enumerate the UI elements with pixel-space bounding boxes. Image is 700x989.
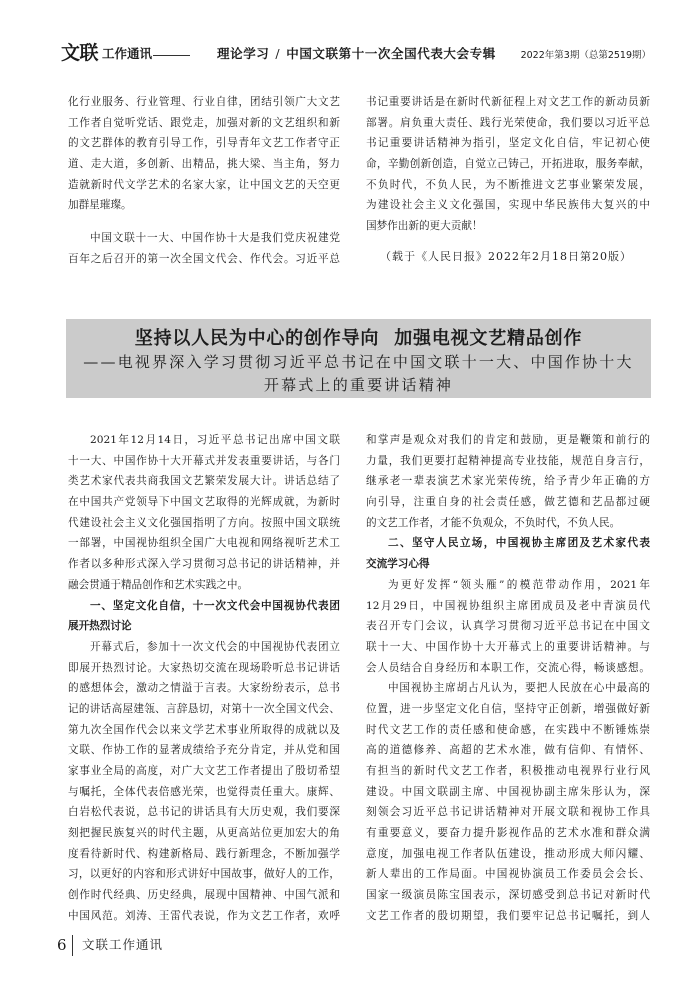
text-line: 的文艺工作者，才能不负观众，不负时代，不负人民。 bbox=[366, 516, 621, 529]
text-line: 白岩松代表说，总书记的讲话具有大历史观，我们要深 bbox=[68, 806, 340, 819]
text-line: 一部署，中国视协组织全国广大电视和网络视听艺术工 bbox=[68, 537, 340, 550]
article-title-box bbox=[66, 319, 651, 398]
text-line: 刻领会习近平总书记讲话精神对开展文联和视协工作具 bbox=[366, 806, 650, 819]
article-left-column bbox=[68, 430, 340, 927]
article-title: 坚持以人民为中心的创作导向 加强电视文艺精品创作 bbox=[134, 328, 583, 349]
section-heading bbox=[366, 533, 650, 574]
text-line: 12月29日，中国视协组织主席团成员及老中青演员代 bbox=[366, 599, 650, 612]
text-line: 道、走大道，多创新、出精品，挑大梁、当主角，努力 bbox=[68, 158, 340, 171]
logo-text: 工作通讯 bbox=[102, 46, 153, 61]
text-line: 继承老一辈表演艺术家光荣传统，给予青少年正确的方 bbox=[366, 475, 650, 488]
paragraph bbox=[68, 637, 340, 927]
text-line: 不负时代，不负人民，为不断推进文艺事业繁荣发展， bbox=[366, 178, 650, 191]
text-line: 向引导，注重自身的社会责任感，做艺德和艺品都过硬 bbox=[366, 496, 650, 509]
text-line: 的感想体会，激动之情溢于言表。大家纷纷表示，总书 bbox=[68, 682, 340, 695]
text-line: 即展开热烈讨论。大家热切交流在现场聆听总书记讲话 bbox=[68, 661, 340, 674]
article-right-column bbox=[366, 430, 650, 927]
text-line: 刻把握民族复兴的时代主题，从更高站位更加宏大的角 bbox=[68, 827, 340, 840]
text-line: 联十一大、中国作协十大开幕式上的重要讲话精神。与 bbox=[366, 640, 650, 653]
paragraph bbox=[366, 430, 650, 533]
section-heading-line: 交流学习心得 bbox=[366, 558, 430, 571]
text-line: 部署。肩负重大责任、践行光荣使命，我们要以习近平总 bbox=[366, 116, 650, 129]
text-line: 化行业服务、行业管理、行业自律，团结引领广大文艺 bbox=[68, 96, 340, 108]
text-line: 与嘱托，全体代表倍感光荣，也觉得责任重大。康辉、 bbox=[68, 785, 340, 798]
prev-article-right-column bbox=[366, 92, 650, 266]
text-line: 融会贯通于精品创作和艺术实践之中。 bbox=[68, 578, 249, 591]
paragraph bbox=[366, 92, 650, 237]
text-line: 国家一级演员陈宝国表示，深切感受到总书记对新时代 bbox=[366, 889, 650, 902]
text-line: 记的讲话高屋建瓴、言辞恳切，对第十一次全国文代会、 bbox=[68, 702, 340, 715]
text-line: 书记重要讲话是在新时代新征程上对文艺工作的新动员新 bbox=[366, 96, 650, 108]
text-line: 类艺术家代表共商我国文艺繁荣发展大计。讲话总结了 bbox=[68, 475, 340, 488]
text-line: 会人员结合自身经历和本职工作，交流心得，畅谈感想。 bbox=[366, 661, 650, 674]
text-line: 加群星璀璨。 bbox=[68, 199, 132, 212]
text-line: 造就新时代文学艺术的名家大家，让中国文艺的天空更 bbox=[68, 178, 340, 191]
text-line: 习，以更好的内容和形式讲好中国故事，做好人的工作， bbox=[68, 868, 340, 881]
text-line: 命，辛勤创新创造，自觉立己铸己，开拓进取，服务奉献， bbox=[366, 158, 650, 171]
header-dash-rule bbox=[153, 55, 190, 56]
text-line: 意度，加强电视工作者队伍建设，推动形成大师闪耀、 bbox=[366, 847, 650, 860]
text-line: 第九次全国作代会以来文学艺术事业所取得的成就以及 bbox=[68, 723, 340, 736]
text-line: 2021年12月14日，习近平总书记出席中国文联 bbox=[90, 434, 340, 446]
text-line: 百年之后召开的第一次全国文代会、作代会。习近平总 bbox=[68, 252, 340, 265]
article-subtitle-line: 开幕式上的重要讲话精神 bbox=[263, 376, 454, 394]
text-line: 位置，进一步坚定文化自信，坚持守正创新，增强做好新 bbox=[366, 702, 650, 715]
text-line: 创作时代经典、历史经典，展现中国精神、中国气派和 bbox=[68, 889, 340, 902]
text-line: 中国风范。刘涛、王雷代表说，作为文艺工作者，欢呼 bbox=[68, 909, 340, 922]
text-line: 为更好发挥“领头雁”的模范带动作用，2021年 bbox=[388, 578, 650, 591]
paragraph bbox=[68, 430, 340, 596]
text-line: 度看待新时代、构建新格局、践行新理念，不断加强学 bbox=[68, 847, 340, 860]
text-line: 中国文联十一大、中国作协十大是我们党庆祝建党 bbox=[90, 232, 340, 245]
issue-number: 2022年第3期（总第2519期） bbox=[520, 50, 651, 61]
text-line: 新人辈出的工作局面。中国视协演员工作委员会会长、 bbox=[366, 868, 650, 881]
logo-mark: 文联 bbox=[61, 42, 99, 64]
text-line: 十一大、中国作协十大开幕式并发表重要讲话，与各门 bbox=[68, 454, 340, 467]
footer-divider bbox=[72, 935, 73, 956]
source-citation: （载于《人民日报》2022年2月18日第20版） bbox=[380, 249, 632, 263]
section-heading bbox=[68, 596, 340, 637]
text-line: 高的道德修养、高超的艺术水准，做有信仰、有情怀、 bbox=[366, 744, 650, 757]
page-number: 6 bbox=[57, 936, 67, 954]
paragraph bbox=[68, 92, 340, 216]
text-line: 建设。中国文联副主席、中国视协副主席朱彤认为，深 bbox=[366, 785, 650, 798]
paragraph bbox=[68, 228, 340, 269]
text-line: 有重要意义，要奋力提升影视作品的艺术水准和群众满 bbox=[366, 827, 650, 840]
text-line: 表召开专门会议，认真学习贯彻习近平总书记在中国文 bbox=[366, 620, 650, 633]
header-section-title bbox=[217, 45, 496, 63]
text-line: 代建设社会主义文化强国指明了方向。按照中国文联统 bbox=[68, 516, 340, 529]
article-subtitle-line: ——电视界深入学习贯彻习近平总书记在中国文联十一大、中国作协十大 bbox=[83, 353, 634, 371]
header-special-issue: 中国文联第十一次全国代表大会专辑 bbox=[286, 46, 496, 61]
text-line: 作者以多种形式深入学习贯彻习总书记的讲话精神，并 bbox=[68, 558, 340, 571]
section-heading-line: 展开热烈讨论 bbox=[68, 620, 132, 633]
text-line: 为建设社会主义文化强国，实现中华民族伟大复兴的中 bbox=[366, 199, 650, 212]
text-line: 家事业全局的高度，对广大文艺工作者提出了殷切希望 bbox=[68, 765, 340, 777]
text-line: 力量，我们更要打起精神提高专业技能，规范自身言行， bbox=[366, 454, 650, 467]
text-line: 书记重要讲话精神为指引，坚定文化自信，牢记初心使 bbox=[366, 137, 650, 150]
prev-article-left-column bbox=[68, 92, 340, 270]
text-line: 和掌声是观众对我们的肯定和鼓励，更是鞭策和前行的 bbox=[366, 434, 650, 446]
header-topic: 理论学习 bbox=[217, 46, 270, 61]
text-line: 文联、作协工作的显著成绩给予充分肯定，并从党和国 bbox=[68, 744, 340, 757]
footer-publication-name: 文联工作通讯 bbox=[82, 937, 164, 952]
header-separator: / bbox=[275, 46, 281, 61]
section-heading-line: 二、坚守人民立场，中国视协主席团及艺术家代表 bbox=[388, 537, 650, 550]
text-line: 时代文艺工作的责任感和使命感，在实践中不断锤炼崇 bbox=[366, 723, 650, 736]
text-line: 开幕式后，参加十一次文代会的中国视协代表团立 bbox=[90, 640, 340, 653]
text-line: 在中国共产党领导下中国文艺取得的光辉成就，为新时 bbox=[68, 496, 340, 509]
section-heading-line: 一、坚定文化自信，十一次文代会中国视协代表团 bbox=[90, 599, 340, 612]
text-line: 的文艺群体的教育引导工作，引导青年文艺工作者守正 bbox=[68, 137, 340, 150]
text-line: 文艺工作者的殷切期望，我们要牢记总书记嘱托，到人 bbox=[366, 909, 650, 922]
paragraph bbox=[366, 575, 650, 927]
text-line: 中国视协主席胡占凡认为，要把人民放在心中最高的 bbox=[388, 682, 650, 695]
text-line: 工作者自觉听党话、跟党走，加强对新的文艺组织和新 bbox=[68, 116, 340, 129]
text-line: 国梦作出新的更大贡献！ bbox=[366, 220, 483, 233]
text-line: 有担当的新时代文艺工作者，积极推动电视界行业行风 bbox=[366, 765, 650, 777]
